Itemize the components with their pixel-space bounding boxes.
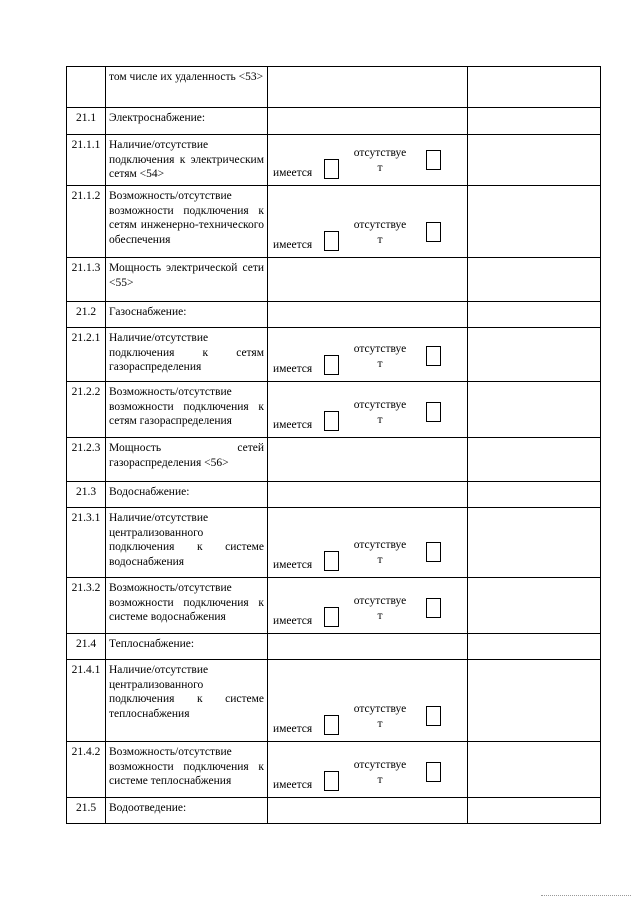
- option-none-label: [348, 594, 412, 624]
- table-row: [67, 382, 601, 438]
- section-heading: Водоснабжение:: [106, 482, 268, 508]
- section-heading: Теплоснабжение:: [106, 634, 268, 660]
- options-cell: [268, 742, 468, 798]
- option-group: [268, 218, 467, 252]
- row-number: 21.3: [67, 482, 106, 508]
- have-checkbox[interactable]: [324, 411, 339, 431]
- form-table: [66, 66, 601, 824]
- option-none-line1: отсутствуе: [353, 147, 407, 159]
- value-cell[interactable]: [468, 578, 601, 634]
- value-cell[interactable]: [468, 438, 601, 482]
- options-cell: [268, 108, 468, 135]
- options-cell: [268, 798, 468, 824]
- option-none-label: [348, 146, 412, 176]
- option-none-line1: отсутствуе: [353, 399, 407, 411]
- value-cell[interactable]: [468, 508, 601, 578]
- table-row: [67, 578, 601, 634]
- options-cell: [268, 508, 468, 578]
- value-cell[interactable]: [468, 634, 601, 660]
- none-checkbox[interactable]: [426, 346, 441, 366]
- row-description: Наличие/отсутствие подключения к сетям газораспределения: [106, 328, 268, 382]
- options-cell: [268, 482, 468, 508]
- option-none-line2: т: [377, 358, 383, 370]
- none-checkbox[interactable]: [426, 402, 441, 422]
- row-number: 21.1.2: [67, 186, 106, 258]
- row-number: 21.5: [67, 798, 106, 824]
- options-cell: [268, 135, 468, 186]
- option-have-label: имеется: [273, 166, 313, 179]
- table-row: [67, 258, 601, 302]
- row-number: 21.4: [67, 634, 106, 660]
- table-row: [67, 135, 601, 186]
- value-cell[interactable]: [468, 302, 601, 328]
- table-row: [67, 108, 601, 135]
- options-cell: [268, 660, 468, 742]
- option-group: [268, 342, 467, 376]
- row-number: 21.2.1: [67, 328, 106, 382]
- options-cell: [268, 382, 468, 438]
- value-cell[interactable]: [468, 186, 601, 258]
- table-row: [67, 328, 601, 382]
- have-checkbox[interactable]: [324, 159, 339, 179]
- option-have-label: имеется: [273, 722, 313, 735]
- row-description: Возможность/отсутствие возможности подключения к системе водоснабжения: [106, 578, 268, 634]
- row-description: Возможность/отсутствие возможности подключения к сетям газораспределения: [106, 382, 268, 438]
- have-checkbox[interactable]: [324, 607, 339, 627]
- options-cell: [268, 258, 468, 302]
- option-none-line2: т: [377, 774, 383, 786]
- row-number: 21.1.1: [67, 135, 106, 186]
- value-cell[interactable]: [468, 108, 601, 135]
- row-description: том числе их удаленность <53>: [106, 67, 268, 108]
- option-group: [268, 594, 467, 628]
- option-none-label: [348, 218, 412, 248]
- option-have-label: имеется: [273, 362, 313, 375]
- have-checkbox[interactable]: [324, 715, 339, 735]
- row-number: 21.3.2: [67, 578, 106, 634]
- options-cell: [268, 634, 468, 660]
- row-number: 21.4.1: [67, 660, 106, 742]
- table-row: [67, 634, 601, 660]
- option-none-line1: отсутствуе: [353, 595, 407, 607]
- table-row: [67, 67, 601, 108]
- options-cell: [268, 302, 468, 328]
- option-group: [268, 398, 467, 432]
- value-cell[interactable]: [468, 328, 601, 382]
- option-none-line1: отсутствуе: [353, 703, 407, 715]
- option-none-label: [348, 398, 412, 428]
- row-number: 21.3.1: [67, 508, 106, 578]
- none-checkbox[interactable]: [426, 150, 441, 170]
- section-heading: Электроснабжение:: [106, 108, 268, 135]
- table-row: [67, 482, 601, 508]
- option-none-line1: отсутствуе: [353, 539, 407, 551]
- have-checkbox[interactable]: [324, 551, 339, 571]
- option-none-line1: отсутствуе: [353, 343, 407, 355]
- row-description: Наличие/отсутствие подключения к электрическим сетям <54>: [106, 135, 268, 186]
- row-description: Возможность/отсутствие возможности подключения к системе теплоснабжения: [106, 742, 268, 798]
- option-none-label: [348, 538, 412, 568]
- option-none-label: [348, 758, 412, 788]
- none-checkbox[interactable]: [426, 222, 441, 242]
- table-row: [67, 798, 601, 824]
- table-row: [67, 186, 601, 258]
- option-none-line2: т: [377, 234, 383, 246]
- options-cell: [268, 67, 468, 108]
- option-have-label: имеется: [273, 614, 313, 627]
- none-checkbox[interactable]: [426, 598, 441, 618]
- option-group: [268, 146, 467, 180]
- option-none-line2: т: [377, 554, 383, 566]
- value-cell[interactable]: [468, 742, 601, 798]
- none-checkbox[interactable]: [426, 762, 441, 782]
- value-cell[interactable]: [468, 482, 601, 508]
- row-number: 21.1: [67, 108, 106, 135]
- row-number: [67, 67, 106, 108]
- row-description: Наличие/отсутствие централизованного подключения к системе водоснабжения: [106, 508, 268, 578]
- value-cell[interactable]: [468, 660, 601, 742]
- value-cell[interactable]: [468, 382, 601, 438]
- section-heading: Водоотведение:: [106, 798, 268, 824]
- option-none-line2: т: [377, 718, 383, 730]
- option-none-line2: т: [377, 162, 383, 174]
- none-checkbox[interactable]: [426, 706, 441, 726]
- row-number: 21.4.2: [67, 742, 106, 798]
- have-checkbox[interactable]: [324, 355, 339, 375]
- options-cell: [268, 328, 468, 382]
- row-description: Мощность сетей газораспределения <56>: [106, 438, 268, 482]
- row-number: 21.2.3: [67, 438, 106, 482]
- row-number: 21.1.3: [67, 258, 106, 302]
- row-description: Мощность электрической сети <55>: [106, 258, 268, 302]
- option-group: [268, 702, 467, 736]
- table-row: [67, 742, 601, 798]
- value-cell[interactable]: [468, 798, 601, 824]
- row-description: Возможность/отсутствие возможности подключения к сетям инженерно-технического обеспечения: [106, 186, 268, 258]
- options-cell: [268, 578, 468, 634]
- table-row: [67, 438, 601, 482]
- option-none-line1: отсутствуе: [353, 759, 407, 771]
- options-cell: [268, 186, 468, 258]
- none-checkbox[interactable]: [426, 542, 441, 562]
- option-none-line2: т: [377, 414, 383, 426]
- option-have-label: имеется: [273, 778, 313, 791]
- row-number: 21.2.2: [67, 382, 106, 438]
- row-number: 21.2: [67, 302, 106, 328]
- table-body: [67, 67, 601, 824]
- value-cell[interactable]: [468, 258, 601, 302]
- option-none-line1: отсутствуе: [353, 219, 407, 231]
- option-have-label: имеется: [273, 238, 313, 251]
- table-row: [67, 508, 601, 578]
- options-cell: [268, 438, 468, 482]
- option-have-label: имеется: [273, 418, 313, 431]
- have-checkbox[interactable]: [324, 231, 339, 251]
- option-none-line2: т: [377, 610, 383, 622]
- value-cell[interactable]: [468, 67, 601, 108]
- scan-dotted-line: [541, 895, 631, 896]
- option-group: [268, 538, 467, 572]
- table-row: [67, 660, 601, 742]
- option-none-label: [348, 702, 412, 732]
- section-heading: Газоснабжение:: [106, 302, 268, 328]
- option-none-label: [348, 342, 412, 372]
- value-cell[interactable]: [468, 135, 601, 186]
- table-row: [67, 302, 601, 328]
- have-checkbox[interactable]: [324, 771, 339, 791]
- option-have-label: имеется: [273, 558, 313, 571]
- option-group: [268, 758, 467, 792]
- row-description: Наличие/отсутствие централизованного подключения к системе теплоснабжения: [106, 660, 268, 742]
